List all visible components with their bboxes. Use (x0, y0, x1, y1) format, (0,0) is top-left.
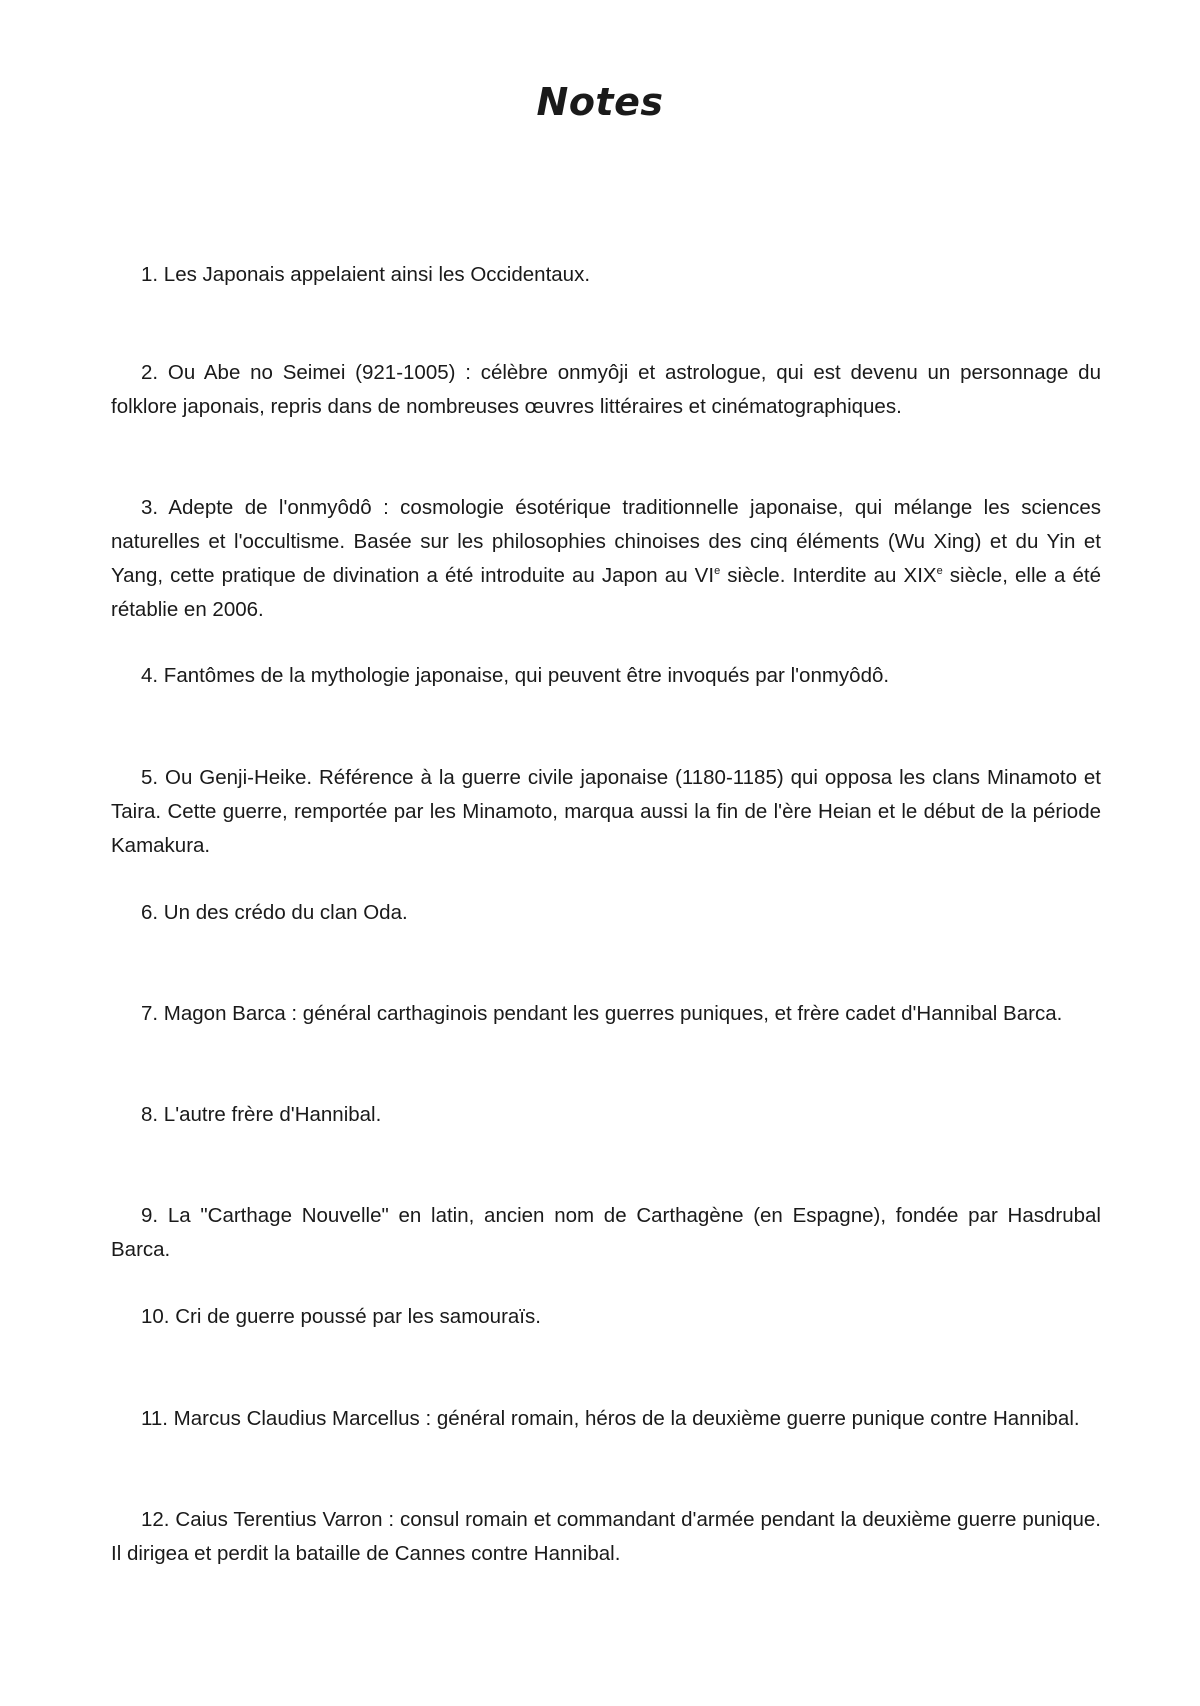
note-3-text-part-3: siècle, elle a été rétablie en 2006. (111, 564, 1101, 621)
page-title: Notes (536, 80, 664, 124)
note-8: 8. L'autre frère d'Hannibal. (141, 1103, 382, 1126)
note-3-text-part-1: 3. Adepte de l'onmyôdô : cosmologie ésotérique traditionnelle japonaise, qui mélange les sciences naturelles et l'occultisme. Basée sur les philosophies chinoises des cinq éléments (Wu Xing) et du Yin et Yang, cette pratique de divination a été introduite au Japon au VI (111, 496, 1101, 587)
note-11: 11. Marcus Claudius Marcellus : général romain, héros de la deuxième guerre punique contre Hannibal. (141, 1407, 1080, 1430)
note-3 (111, 491, 1101, 627)
note-3-superscript-2: e (936, 565, 943, 578)
note-10: 10. Cri de guerre poussé par les samouraïs. (141, 1305, 541, 1328)
note-4: 4. Fantômes de la mythologie japonaise, qui peuvent être invoqués par l'onmyôdô. (141, 664, 890, 687)
note-7: 7. Magon Barca : général carthaginois pendant les guerres puniques, et frère cadet d'Hannibal Barca. (141, 1002, 1063, 1025)
note-5: 5. Ou Genji-Heike. Référence à la guerre civile japonaise (1180-1185) qui opposa les clans Minamoto et Taira. Cette guerre, remportée par les Minamoto, marqua aussi la fin de l'ère Heian et le début de la période Kamakura. (111, 766, 1101, 857)
note-9: 9. La "Carthage Nouvelle" en latin, ancien nom de Carthagène (en Espagne), fondée par Hasdrubal Barca. (111, 1204, 1101, 1261)
note-1: 1. Les Japonais appelaient ainsi les Occidentaux. (141, 263, 591, 286)
note-3-text-part-2: siècle. Interdite au XIX (720, 564, 937, 587)
note-2: 2. Ou Abe no Seimei (921-1005) : célèbre onmyôji et astrologue, qui est devenu un personnage du folklore japonais, repris dans de nombreuses œuvres littéraires et cinématographiques. (111, 361, 1101, 418)
note-12: 12. Caius Terentius Varron : consul romain et commandant d'armée pendant la deuxième guerre punique. Il dirigea et perdit la bataille de Cannes contre Hannibal. (111, 1508, 1101, 1565)
note-6: 6. Un des crédo du clan Oda. (141, 901, 408, 924)
note-3-superscript-1: e (714, 565, 721, 578)
